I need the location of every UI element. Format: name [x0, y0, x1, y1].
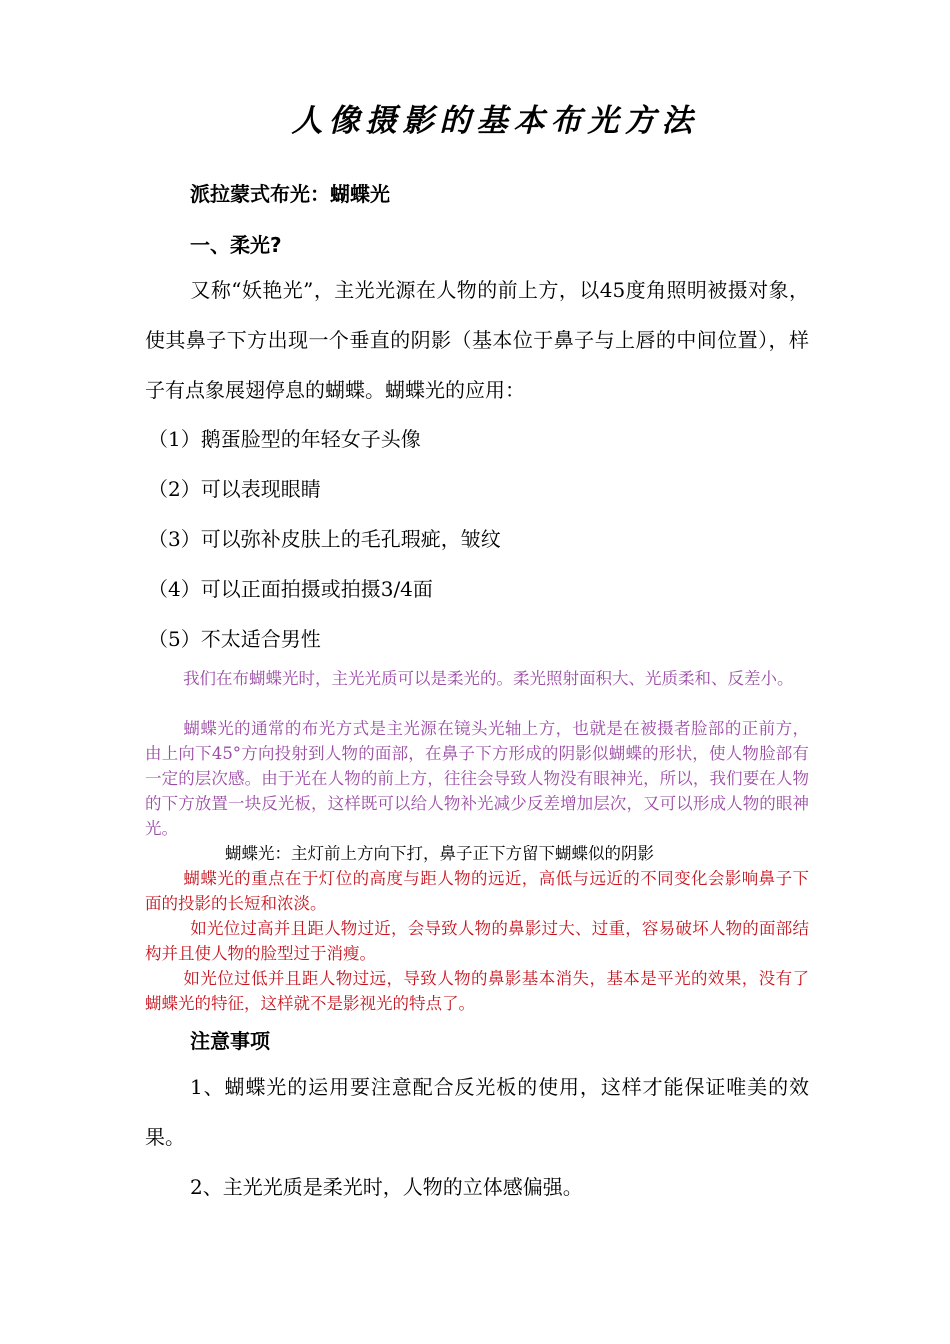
notes-heading: 注意事项: [190, 1029, 270, 1053]
note-paragraph: [145, 1162, 809, 1212]
red-paragraph: [145, 916, 809, 966]
figure-caption: 蝴蝶光：主灯前上方向下打，鼻子正下方留下蝴蝶似的阴影: [225, 844, 654, 863]
note-paragraph-text: 2、主光光质是柔光时，人物的立体感偏强。: [190, 1175, 583, 1199]
purple-paragraph: [145, 666, 809, 691]
note-paragraph-text: 1、蝴蝶光的运用要注意配合反光板的使用，这样才能保证唯美的效果。: [145, 1075, 809, 1149]
red-paragraph: [145, 966, 809, 1016]
intro-paragraph-text: 又称“妖艳光”，主光光源在人物的前上方，以45度角照明被摄对象，使其鼻子下方出现一个垂直的阴影（基本位于鼻子与上唇的中间位置），样子有点象展翅停息的蝴蝶。蝴蝶光的应用：: [145, 278, 809, 402]
subheading: 一、柔光?: [190, 233, 282, 257]
red-paragraph-text: 蝴蝶光的重点在于灯位的高度与距人物的远近，高低与远近的不同变化会影响鼻子下面的投影的长短和浓淡。: [145, 869, 809, 913]
application-item: （3）可以弥补皮肤上的毛孔瑕疵，皱纹: [148, 527, 501, 551]
note-paragraph: [145, 1062, 809, 1162]
red-paragraph-text: 如光位过低并且距人物过远，导致人物的鼻影基本消失，基本是平光的效果，没有了蝴蝶光的特征，这样就不是影视光的特点了。: [145, 969, 809, 1013]
application-item: （1）鹅蛋脸型的年轻女子头像: [148, 427, 421, 451]
application-item: （4）可以正面拍摄或拍摄3/4面: [148, 577, 433, 601]
red-paragraph: [145, 866, 809, 916]
intro-paragraph: [145, 265, 809, 415]
red-paragraph-text: 如光位过高并且距人物过近，会导致人物的鼻影过大、过重，容易破坏人物的面部结构并且使人物的脸型过于消瘦。: [145, 919, 809, 963]
application-item: （5）不太适合男性: [148, 627, 321, 651]
purple-paragraph: [145, 716, 809, 841]
application-item: （2）可以表现眼睛: [148, 477, 321, 501]
section-heading: 派拉蒙式布光：蝴蝶光: [190, 182, 390, 206]
purple-paragraph-text: 蝴蝶光的通常的布光方式是主光源在镜头光轴上方，也就是在被摄者脸部的正前方，由上向下45°方向投射到人物的面部，在鼻子下方形成的阴影似蝴蝶的形状，使人物脸部有一定的层次感。由于光在人物的前上方，往往会导致人物没有眼神光，所以，我们要在人物的下方放置一块反光板，这样既可以给人物补光减少反差增加层次，又可以形成人物的眼神光。: [145, 719, 809, 838]
document-title: 人像摄影的基本布光方法: [291, 103, 699, 139]
purple-paragraph-text: 我们在布蝴蝶光时，主光光质可以是柔光的。柔光照射面积大、光质柔和、反差小。: [183, 669, 794, 688]
